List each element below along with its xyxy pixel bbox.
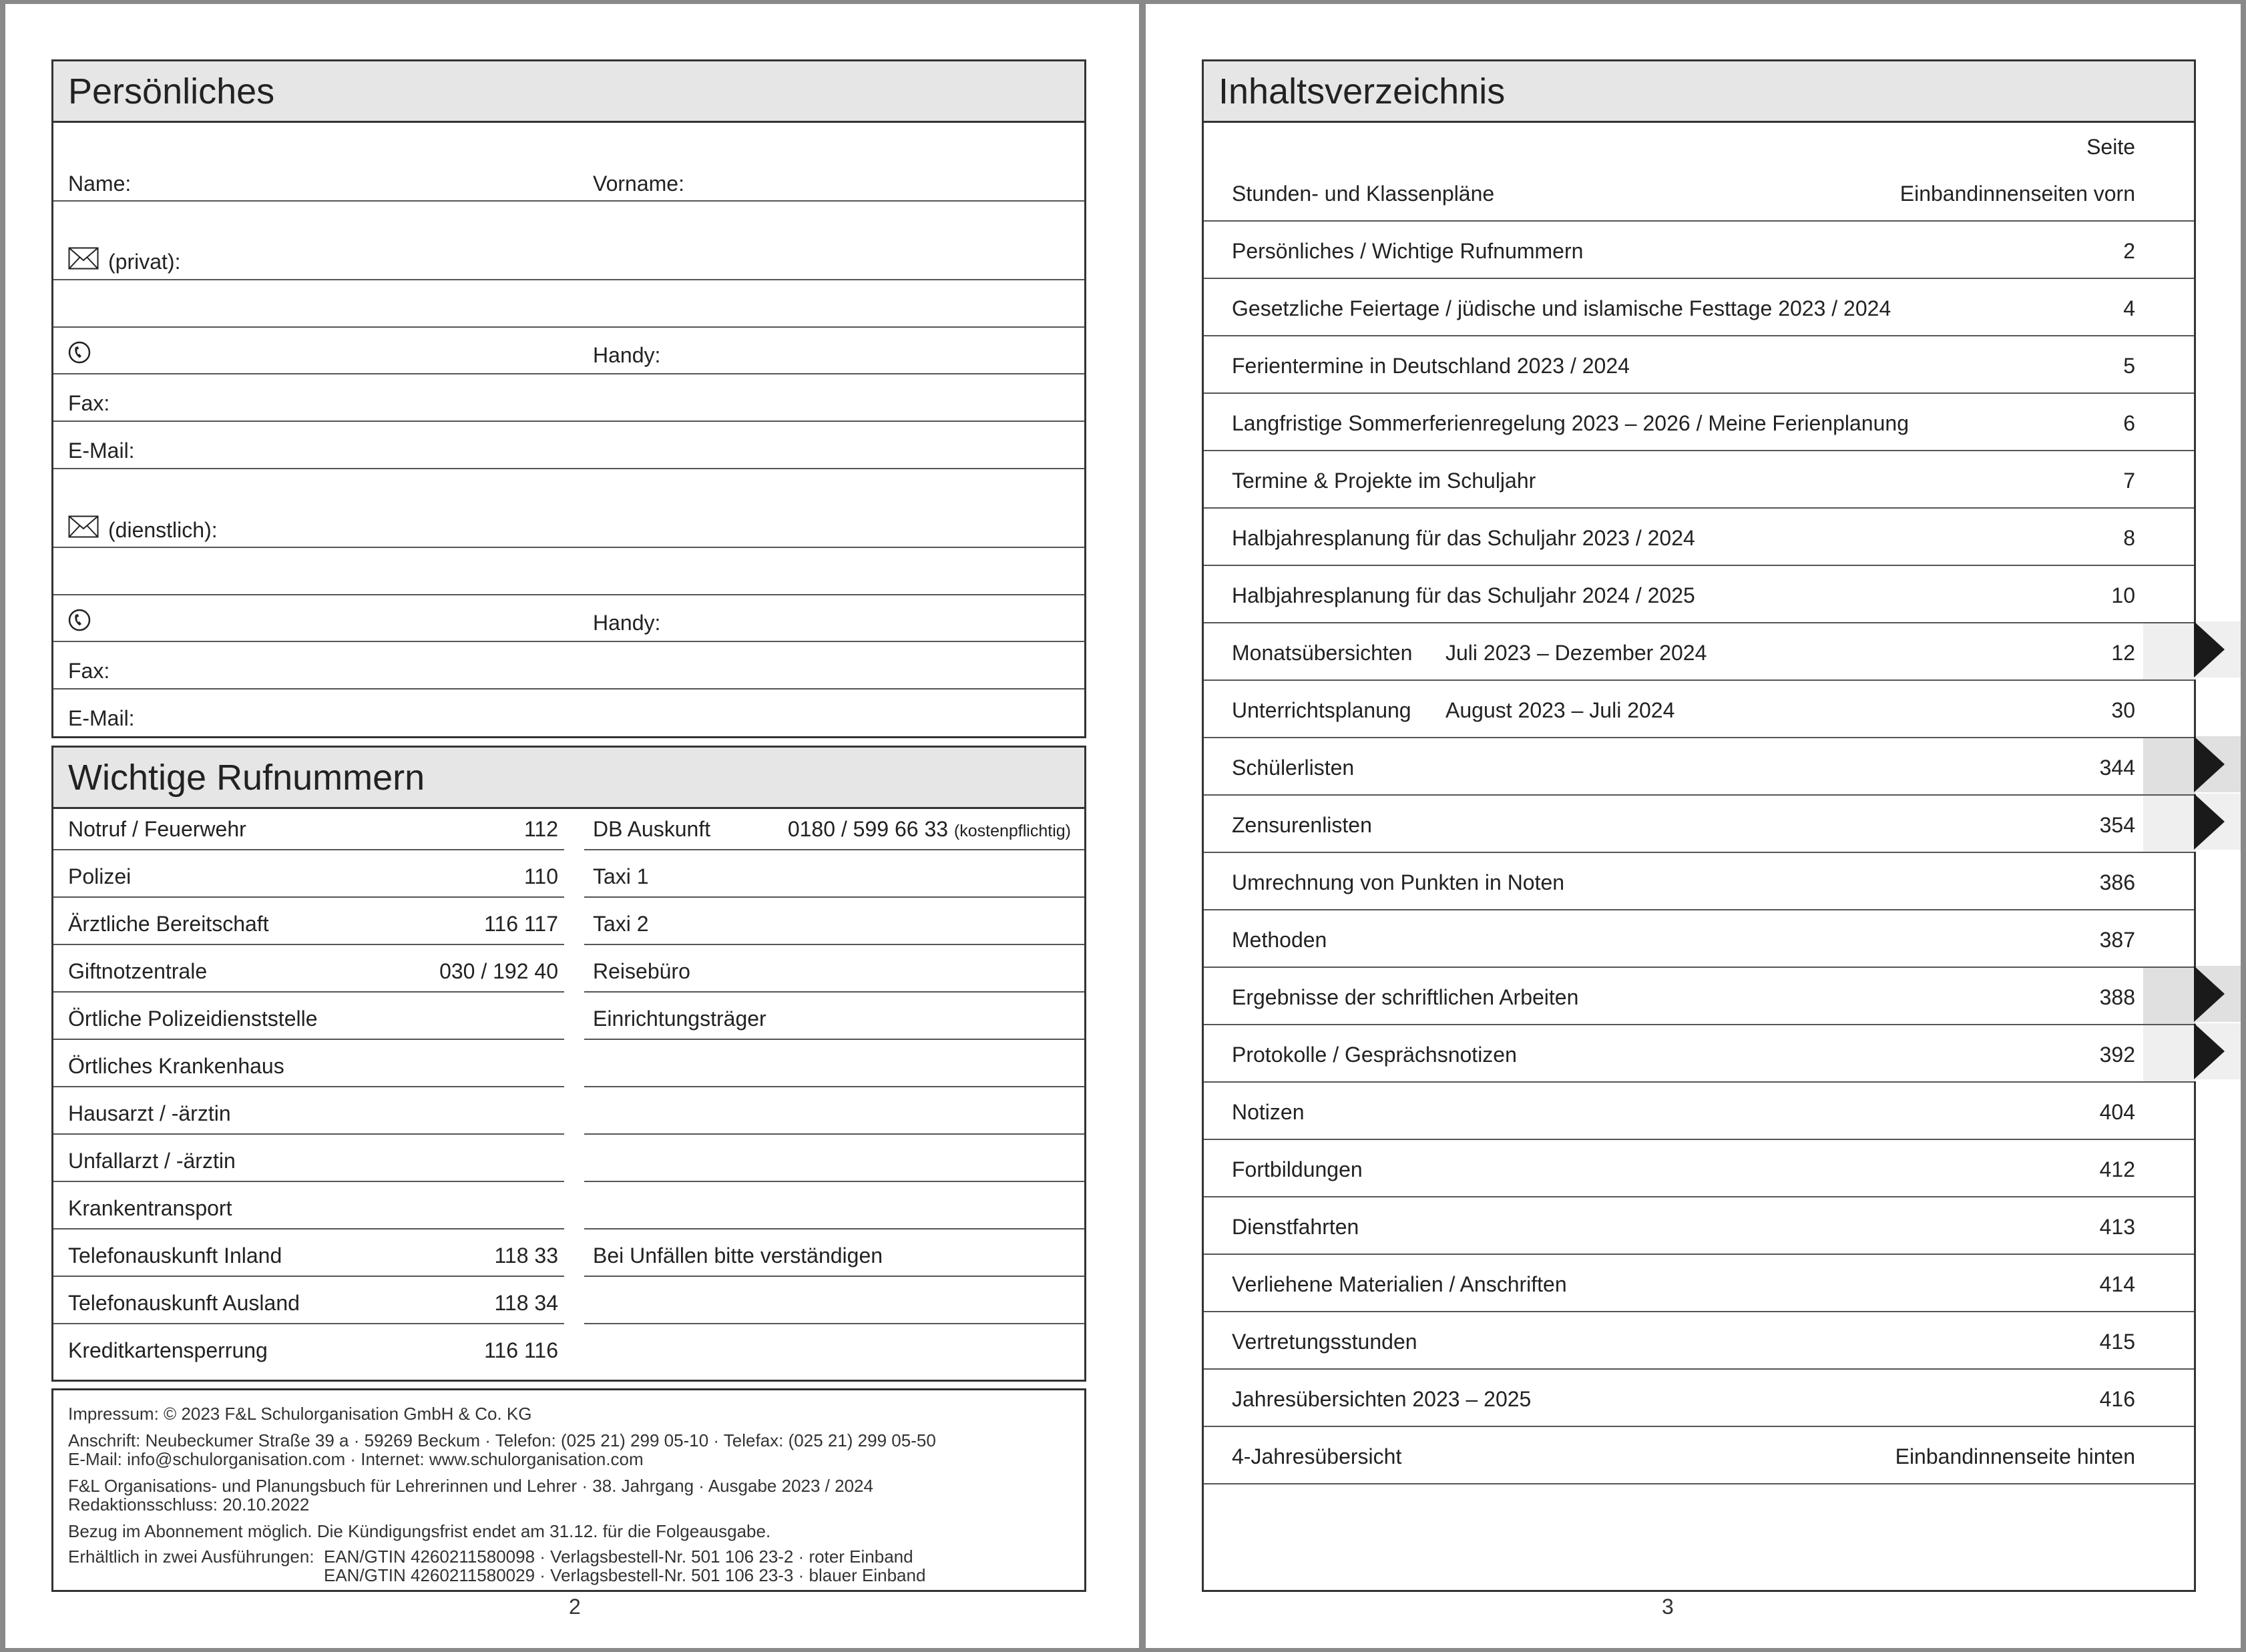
tab-marker-icon [2194, 621, 2226, 677]
toc-row-line [1204, 909, 2194, 910]
phone-entry-label: Taxi 1 [593, 864, 649, 888]
toc-entry-page: Einbandinnenseiten vorn [1899, 182, 2135, 206]
handy-label: Handy: [593, 343, 661, 367]
toc-entry-page: 392 [2099, 1043, 2135, 1067]
toc-entry-page: 2 [2123, 239, 2135, 263]
toc-entry-page: 413 [2099, 1215, 2135, 1239]
db-number: 0180 / 599 66 33 [787, 817, 949, 841]
toc-entry-page: 5 [2123, 354, 2135, 378]
toc-entry-page: Einbandinnenseite hinten [1895, 1444, 2135, 1468]
left-page [5, 4, 1139, 1648]
right-page [1146, 4, 2241, 1648]
toc-entry-label[interactable]: Halbjahresplanung für das Schuljahr 2024 / 2025 [1232, 583, 1695, 607]
handy2-label: Handy: [593, 611, 661, 635]
toc-row-line [1204, 450, 2194, 451]
editions-label: Erhältlich in zwei Ausführungen: [68, 1547, 314, 1567]
toc-entry-page: 12 [2111, 641, 2135, 665]
phone-row-line [584, 1181, 1084, 1182]
phone-entry-label: Taxi 2 [593, 912, 649, 936]
toc-entry-page: 30 [2111, 698, 2135, 722]
phone-entry-number [788, 817, 1071, 842]
fax2-line[interactable] [53, 688, 1084, 690]
phone-entry-number: 110 [523, 864, 558, 888]
toc-row-line [1204, 1426, 2194, 1427]
phone-entry-label: Kreditkartensperrung [68, 1338, 268, 1362]
toc-entry-label[interactable]: Schülerlisten [1232, 756, 1355, 780]
phone-entry-number: 118 33 [494, 1244, 558, 1268]
toc-row-line [1204, 737, 2194, 738]
address-line: Anschrift: Neubeckumer Straße 39 a · 59269 Beckum · Telefon: (025 21) 299 05-10 · Telefax: (025 21) 299 05-50 [68, 1430, 936, 1450]
phone-row-line [53, 1133, 564, 1135]
phone-entry-label: Reisebüro [593, 959, 690, 983]
phones-header [53, 748, 1084, 809]
phone-row-line [53, 1181, 564, 1182]
section-tab-shade [2143, 623, 2196, 679]
phones-title: Wichtige Rufnummern [68, 758, 425, 798]
name-line[interactable] [53, 200, 1084, 202]
impressum-section [51, 1388, 1086, 1592]
toc-row-line [1204, 794, 2194, 796]
phone-entry-label: Bei Unfällen bitte verständigen [593, 1244, 883, 1268]
envelope-icon [68, 247, 99, 270]
tab-marker-icon [2194, 736, 2226, 792]
phone-entry-label: DB Auskunft [593, 817, 711, 841]
phone-entry-number: 112 [523, 817, 558, 841]
toc-entry-label[interactable]: Umrechnung von Punkten in Noten [1232, 870, 1565, 894]
privat-address-line[interactable] [53, 326, 1084, 328]
phone-row-line [584, 991, 1084, 993]
fax2-label: Fax: [68, 659, 110, 683]
phone-row-line [584, 944, 1084, 945]
email-label: E-Mail: [68, 439, 135, 463]
privat-line[interactable] [53, 279, 1084, 280]
toc-entry-label[interactable]: Dienstfahrten [1232, 1215, 1359, 1239]
phone-row-line [53, 896, 564, 898]
phone-row-line [53, 991, 564, 993]
phone-row-line [584, 1086, 1084, 1087]
toc-row-line [1204, 1254, 2194, 1255]
phone-row-line [53, 849, 564, 850]
edition-blue: EAN/GTIN 4260211580029 · Verlagsbestell-Nr. 501 106 23-3 · blauer Einband [324, 1565, 926, 1585]
toc-row-line [1204, 278, 2194, 279]
section-tab-shade [2143, 796, 2196, 852]
phone-row-line [53, 1039, 564, 1040]
phone-entry-number: 116 116 [484, 1338, 558, 1362]
toc-entry-page: 416 [2099, 1387, 2135, 1411]
page-number-left: 2 [569, 1595, 581, 1619]
phone-entry-label: Notruf / Feuerwehr [68, 817, 246, 841]
tab-marker-icon [2194, 794, 2226, 850]
toc-header [1204, 61, 2194, 123]
toc-entry-page: 4 [2123, 296, 2135, 320]
phone-row-line [584, 1276, 1084, 1277]
envelope-icon [68, 515, 99, 538]
toc-row-line [1204, 967, 2194, 968]
personal-header [53, 61, 1084, 123]
tab-marker-icon [2194, 966, 2226, 1022]
editorial-deadline: Redaktionsschluss: 20.10.2022 [68, 1494, 310, 1515]
toc-row-line [1204, 220, 2194, 222]
cost-note: (kostenpflichtig) [953, 822, 1071, 840]
toc-entry-label[interactable]: Protokolle / Gesprächsnotizen [1232, 1043, 1517, 1067]
vorname-label: Vorname: [593, 172, 684, 196]
phone-row-line [584, 849, 1084, 850]
personal-title: Persönliches [68, 71, 275, 111]
toc-row-line [1204, 1139, 2194, 1140]
phone-entry-label: Telefonauskunft Inland [68, 1244, 282, 1268]
phone-entry-number: 030 / 192 40 [439, 959, 558, 983]
toc-row-line [1204, 679, 2194, 681]
phone-entry-label: Örtliches Krankenhaus [68, 1054, 284, 1078]
phone-row-line [584, 1133, 1084, 1135]
section-tab-shade [2143, 1025, 2196, 1081]
toc-entry-label[interactable]: Notizen [1232, 1100, 1305, 1124]
section-tab-shade [2143, 968, 2196, 1024]
tab-marker-icon [2194, 1023, 2226, 1079]
phone-row-line [584, 896, 1084, 898]
impressum-line: Impressum: © 2023 F&L Schulorganisation GmbH & Co. KG [68, 1404, 532, 1424]
personal-section [51, 59, 1086, 738]
dienstlich-label: (dienstlich): [108, 518, 218, 542]
toc-entry-label[interactable]: Stunden- und Klassenpläne [1232, 182, 1495, 206]
phone-entry-number: 116 117 [484, 912, 558, 936]
toc-row-line [1204, 852, 2194, 853]
dienstlich-address-line[interactable] [53, 594, 1084, 595]
seite-label: Seite [2086, 135, 2135, 159]
toc-row-line [1204, 622, 2194, 623]
toc-row-line [1204, 1368, 2194, 1370]
dienstlich-line[interactable] [53, 547, 1084, 548]
toc-entry-page: 387 [2099, 928, 2135, 952]
toc-section [1202, 59, 2196, 1592]
phone-row-line [53, 1276, 564, 1277]
toc-title: Inhaltsverzeichnis [1218, 71, 1506, 111]
phone-entry-number: 118 34 [494, 1291, 558, 1315]
phone-entry-label: Einrichtungsträger [593, 1007, 766, 1031]
toc-entry-label[interactable]: Vertretungsstunden [1232, 1330, 1417, 1354]
toc-entry-page: 412 [2099, 1157, 2135, 1181]
toc-entry-label[interactable]: Langfristige Sommerferienregelung 2023 – 2026 / Meine Ferienplanung [1232, 411, 1909, 435]
phone-row-line [53, 944, 564, 945]
subscription-note: Bezug im Abonnement möglich. Die Kündigungsfrist endet am 31.12. für die Folgeausgabe. [68, 1521, 771, 1541]
name-label: Name: [68, 172, 132, 196]
phone-entry-label: Krankentransport [68, 1196, 232, 1220]
phones-section [51, 746, 1086, 1382]
toc-row-line [1204, 392, 2194, 394]
toc-entry-label[interactable]: Halbjahresplanung für das Schuljahr 2023 / 2024 [1232, 526, 1695, 550]
toc-entry-label[interactable]: Methoden [1232, 928, 1327, 952]
phone-entry-label: Örtliche Polizeidienststelle [68, 1007, 318, 1031]
toc-entry-page: 404 [2099, 1100, 2135, 1124]
toc-entry-page: 8 [2123, 526, 2135, 550]
toc-entry-label[interactable]: Termine & Projekte im Schuljahr [1232, 469, 1536, 493]
phone-entry-label: Hausarzt / -ärztin [68, 1101, 231, 1125]
toc-row-line [1204, 1483, 2194, 1484]
section-tab-shade [2143, 738, 2196, 794]
toc-entry-page: 354 [2099, 813, 2135, 837]
toc-row-line [1204, 507, 2194, 509]
phone-row-line [584, 1039, 1084, 1040]
privat-label: (privat): [108, 250, 181, 274]
fax-line[interactable] [53, 421, 1084, 422]
toc-entry-page: 6 [2123, 411, 2135, 435]
toc-entry-page: 386 [2099, 870, 2135, 894]
phone-icon [68, 609, 91, 631]
toc-entry-page: 344 [2099, 756, 2135, 780]
edition-red: EAN/GTIN 4260211580098 · Verlagsbestell-Nr. 501 106 23-2 · roter Einband [324, 1547, 913, 1567]
phone-entry-label: Giftnotzentrale [68, 959, 208, 983]
toc-entry-label[interactable]: Fortbildungen [1232, 1157, 1363, 1181]
toc-entry-label[interactable]: Monatsübersichten [1232, 641, 1413, 665]
toc-entry-range: Juli 2023 – Dezember 2024 [1445, 641, 1707, 665]
phone-line[interactable] [53, 373, 1084, 374]
toc-entry-label[interactable]: Ergebnisse der schriftlichen Arbeiten [1232, 985, 1579, 1009]
phone-icon [68, 341, 91, 364]
phone-row-line [53, 1228, 564, 1229]
phone-entry-label: Unfallarzt / -ärztin [68, 1149, 236, 1173]
page-number-right: 3 [1662, 1595, 1674, 1619]
toc-entry-label[interactable]: Gesetzliche Feiertage / jüdische und islamische Festtage 2023 / 2024 [1232, 296, 1891, 320]
toc-entry-label[interactable]: Persönliches / Wichtige Rufnummern [1232, 239, 1584, 263]
toc-entry-label[interactable]: Ferientermine in Deutschland 2023 / 2024 [1232, 354, 1630, 378]
toc-row-line [1204, 1024, 2194, 1025]
toc-row-line [1204, 1081, 2194, 1083]
contact-line: E-Mail: info@schulorganisation.com · Internet: www.schulorganisation.com [68, 1449, 644, 1469]
fax-label: Fax: [68, 391, 110, 415]
toc-entry-page: 388 [2099, 985, 2135, 1009]
toc-entry-page: 414 [2099, 1272, 2135, 1296]
toc-entry-label[interactable]: Verliehene Materialien / Anschriften [1232, 1272, 1567, 1296]
phone-row-line [584, 1323, 1084, 1324]
toc-row-line [1204, 1196, 2194, 1197]
toc-entry-label[interactable]: 4-Jahresübersicht [1232, 1444, 1402, 1468]
phone-row-line [53, 1323, 564, 1324]
toc-entry-page: 415 [2099, 1330, 2135, 1354]
toc-row-line [1204, 335, 2194, 336]
phone-row-line [584, 1228, 1084, 1229]
toc-entry-label[interactable]: Jahresübersichten 2023 – 2025 [1232, 1387, 1532, 1411]
toc-row-line [1204, 565, 2194, 566]
email2-label: E-Mail: [68, 706, 135, 730]
phone-row-line [53, 1086, 564, 1087]
phone-entry-label: Polizei [68, 864, 132, 888]
toc-entry-label[interactable]: Zensurenlisten [1232, 813, 1372, 837]
phone-entry-label: Ärztliche Bereitschaft [68, 912, 269, 936]
toc-row-line [1204, 1311, 2194, 1312]
phone-entry-label: Telefonauskunft Ausland [68, 1291, 300, 1315]
toc-entry-label[interactable]: Unterrichtsplanung [1232, 698, 1411, 722]
phone2-line[interactable] [53, 641, 1084, 642]
edition-line: F&L Organisations- und Planungsbuch für Lehrerinnen und Lehrer · 38. Jahrgang · Ausgabe 2023 / 2024 [68, 1476, 873, 1496]
email-line[interactable] [53, 468, 1084, 469]
toc-entry-page: 10 [2111, 583, 2135, 607]
toc-entry-page: 7 [2123, 469, 2135, 493]
toc-entry-range: August 2023 – Juli 2024 [1445, 698, 1675, 722]
